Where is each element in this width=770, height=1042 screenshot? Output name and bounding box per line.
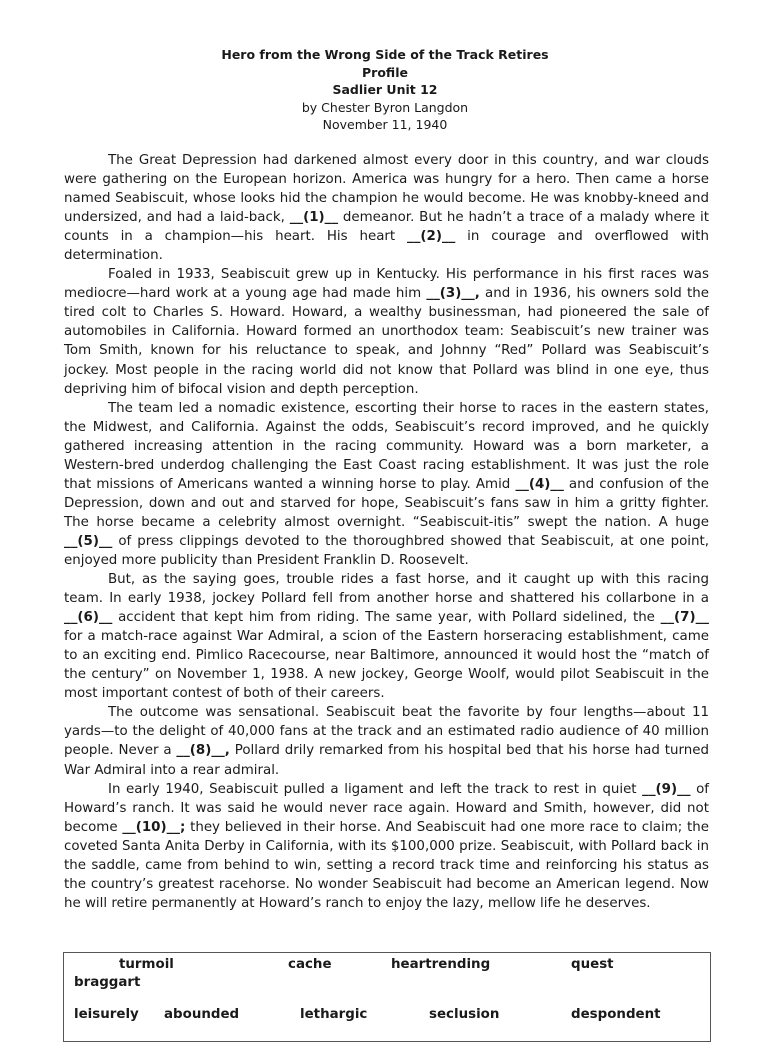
- paragraph-text: in courage and overflowed with determination.: [64, 229, 710, 264]
- word-bank-word: leisurely: [74, 1007, 139, 1022]
- word-bank-word: lethargic: [300, 1007, 368, 1022]
- blank-marker: __(2)__: [407, 229, 456, 245]
- blank-marker: __(9)__: [642, 781, 691, 797]
- paragraph-text: The Great Depression had darkened almost every door in this country, and war clouds were gathering on the European horizon. America was hungry for a hero. Then came a horse named Seabiscuit, whose looks hid the champion he would become. He was knobby-kneed and undersized, and had a laid-back,: [64, 153, 709, 226]
- paragraph-text: The outcome was sensational. Seabiscuit beat the favorite by four lengths—about 11 yards—to the delight of 40,000 fans at the track and an estimated radio audience of 40 million people. Never a: [64, 705, 709, 759]
- document-subtitle: Profile: [362, 64, 408, 80]
- paragraph-text: and in 1936, his owners sold the tired colt to Charles S. Howard. Howard, a wealthy businessman, had pioneered the sale of automobiles in California. Howard formed an unorthodox team: Seabiscuit’s new trainer was Tom Smith, known for his reluctance to speak, and Johnny “Red” Pollard was Seabiscuit’s jockey. Most people in the racing world did not know that Pollard was blind in one eye, thus depriving him of bifocal vision and depth perception.: [64, 286, 710, 397]
- date-line: November 11, 1940: [322, 117, 448, 132]
- paragraph-text: Pollard drily remarked from his hospital bed that his horse had turned War Admiral into a rear admiral.: [64, 743, 709, 778]
- paragraph-text: Foaled in 1933, Seabiscuit grew up in Kentucky. His performance in his first races was mediocre—hard work at a young age had made him: [64, 267, 709, 302]
- word-bank-word: quest: [571, 957, 614, 972]
- paragraph-text: they believed in their horse. And Seabiscuit had one more race to claim; the coveted Santa Anita Derby in California, with its $100,000 prize. Seabiscuit, with Pollard back in the saddle, came from behind to win, setting a record track time and reinforcing his status as the country’s greatest racehorse. No wonder Seabiscuit had become an American legend. Now he will retire permanently at Howard’s ranch to enjoy the lazy, mellow life he deserves.: [64, 819, 709, 911]
- paragraph-text: In early 1940, Seabiscuit pulled a ligament and left the track to rest in quiet: [108, 781, 643, 797]
- byline: by Chester Byron Langdon: [301, 99, 469, 115]
- document-header: [0, 46, 770, 134]
- word-bank-word: despondent: [571, 1007, 661, 1022]
- article-paragraph: [64, 265, 709, 398]
- article-body: [64, 151, 709, 913]
- paragraph-text: for a match-race against War Admiral, a scion of the Eastern horseracing establishment, came to an exciting end. Pimlico Racecourse, near Baltimore, announced it would host the “match of the century” on November 1, 1938. A new jockey, George Woolf, would pilot Seabiscuit in the most important contest of both of their careers.: [64, 629, 709, 702]
- article-paragraph: [64, 151, 709, 265]
- word-bank-word: braggart: [74, 975, 141, 990]
- paragraph-text: and confusion of the Depression, down and out and starved for hope, Seabiscuit’s fans saw in him a gritty fighter. The horse became a celebrity almost overnight. “Seabiscuit-itis” swept the nation. A huge: [64, 476, 709, 530]
- paragraph-text: But, as the saying goes, trouble rides a fast horse, and it caught up with this racing team. In early 1938, jockey Pollard fell from another horse and shattered his collarbone in a: [64, 572, 709, 607]
- paragraph-text: The team led a nomadic existence, escorting their horse to races in the eastern states, the Midwest, and California. Against the odds, Seabiscuit’s record improved, and he quickly gathered increasing attention in the racing community. Howard was a born marketer, a Western-bred underdog challenging the East Coast racing establishment. It was just the role that missions of Americans wanted a winning horse to play. Amid: [64, 400, 709, 492]
- blank-marker: __(8)__,: [176, 743, 230, 759]
- word-bank-box: [63, 952, 711, 1042]
- blank-marker: __(6)__: [64, 610, 113, 626]
- blank-marker: __(4)__: [515, 476, 564, 492]
- paragraph-text: demeanor. But he hadn’t a trace of a malady where it counts in a champion—his heart. His heart: [64, 210, 709, 245]
- blank-marker: __(1)__: [289, 210, 339, 226]
- article-paragraph: [64, 570, 709, 703]
- blank-marker: __(10)__;: [122, 819, 186, 835]
- word-bank-word: turmoil: [119, 957, 174, 972]
- blank-marker: __(3)__,: [426, 286, 480, 302]
- word-bank-word: abounded: [164, 1007, 240, 1022]
- article-paragraph: [64, 780, 709, 913]
- word-bank-word: heartrending: [391, 957, 491, 972]
- paragraph-text: of press clippings devoted to the thoroughbred showed that Seabiscuit, at one point, enjoyed more publicity than President Franklin D. Roosevelt.: [64, 533, 709, 568]
- paragraph-text: of Howard’s ranch. It was said he would never race again. Howard and Smith, however, did not become: [64, 781, 709, 835]
- word-bank-word: cache: [288, 957, 332, 972]
- blank-marker: __(5)__: [64, 533, 113, 549]
- unit-label: Sadlier Unit 12: [332, 82, 438, 97]
- word-bank-word: seclusion: [429, 1007, 500, 1022]
- article-paragraph: [64, 703, 709, 779]
- blank-marker: __(7)__: [660, 610, 709, 626]
- article-paragraph: [64, 399, 709, 570]
- paragraph-text: accident that kept him from riding. The same year, with Pollard sidelined, the: [112, 610, 661, 626]
- document-title: Hero from the Wrong Side of the Track Retires: [221, 47, 549, 62]
